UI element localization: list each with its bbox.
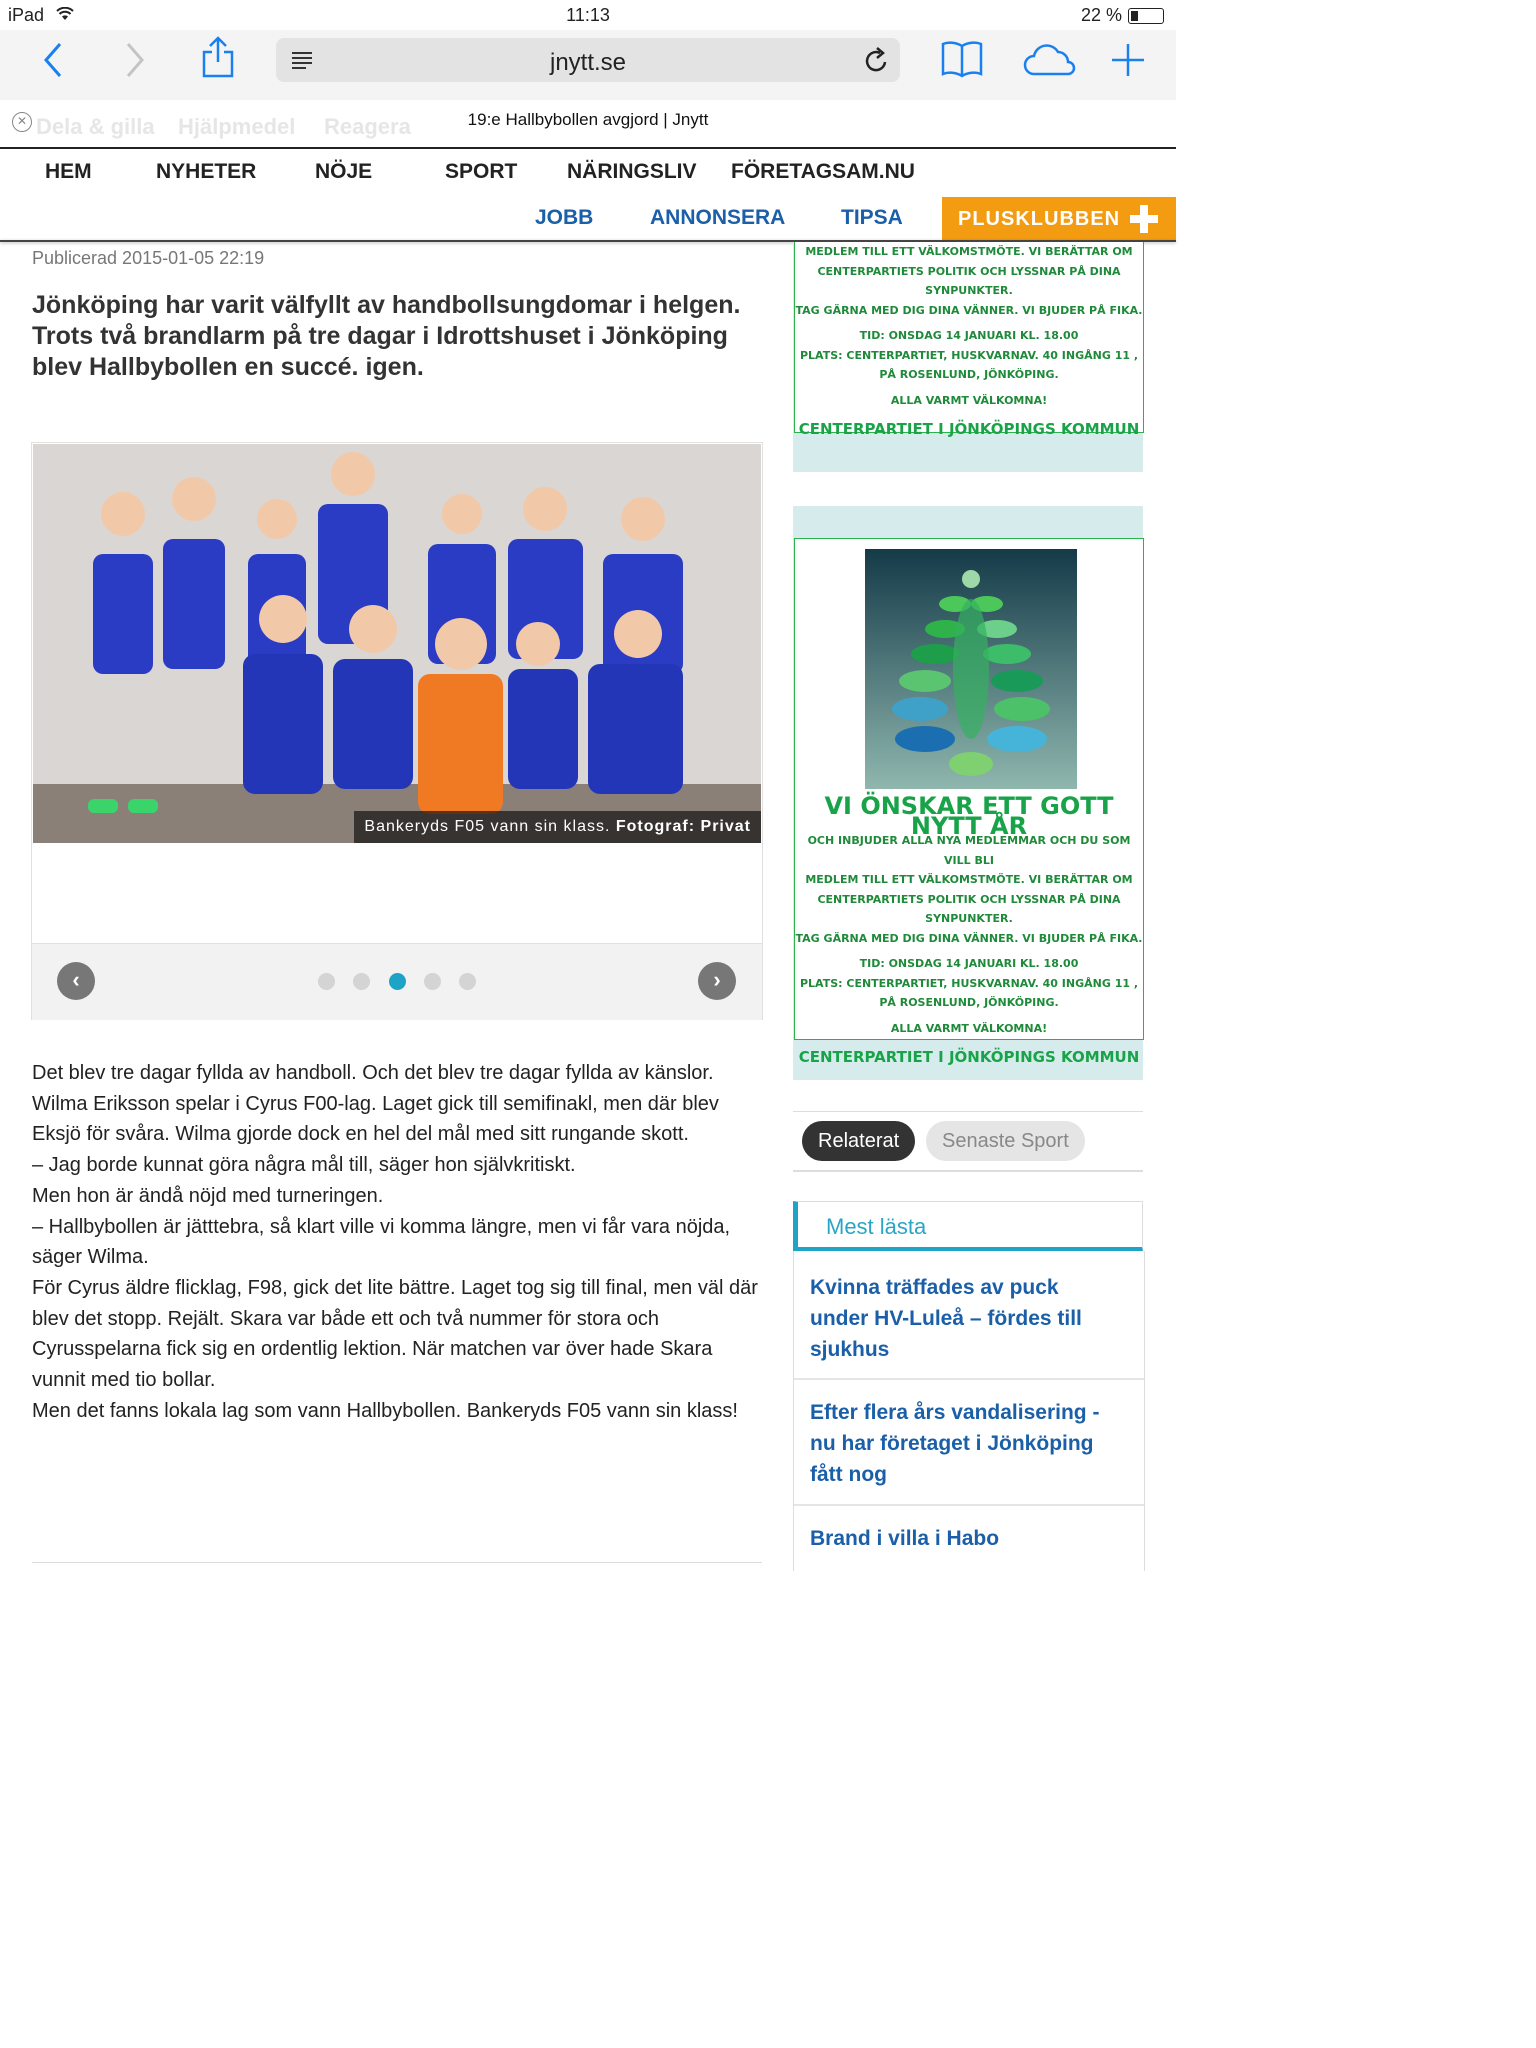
reload-icon[interactable] <box>864 46 890 81</box>
nav-noje[interactable]: NÖJE <box>315 160 373 183</box>
ad-line: CENTERPARTIETS POLITIK OCH LYSSNAR PÅ DINA SYNPUNKTER. <box>817 892 1121 925</box>
tab-senaste-sport[interactable]: Senaste Sport <box>926 1121 1085 1161</box>
share-icon[interactable] <box>200 34 236 83</box>
list-item[interactable]: Brand i villa i Habo <box>810 1527 1000 1550</box>
address-bar[interactable] <box>276 38 900 82</box>
divider <box>794 1504 1144 1506</box>
cloud-tabs-icon[interactable] <box>1022 44 1078 83</box>
slide-dot-5[interactable] <box>459 973 476 990</box>
next-slide-button[interactable]: › <box>698 962 736 1000</box>
ad-line: PLATS: CENTERPARTIET, HUSKVARNAV. 40 INGÅNG 11 , <box>799 976 1139 990</box>
ad-line: TID: ONSDAG 14 JANUARI KL. 18.00 <box>859 957 1079 970</box>
browser-toolbar <box>0 30 1176 100</box>
plusklubben-label: PLUSKLUBBEN <box>958 208 1121 230</box>
lead-line-2: Trots två brandlarm på tre dagar i Idrottshuset i Jönköping blev Hallbybollen en succé. igen. <box>32 322 728 381</box>
ad1-text <box>795 242 1143 440</box>
nav-jobb[interactable]: JOBB <box>535 206 594 229</box>
nav-hem[interactable]: HEM <box>45 160 92 183</box>
tab-title[interactable]: 19:e Hallbybollen avgjord | Jnytt <box>467 110 709 129</box>
most-read-header <box>793 1201 1143 1251</box>
paragraph: För Cyrus äldre flicklag, F98, gick det lite bättre. Laget tog sig till final, men väl där blev det stopp. Rejält. Skara var både ett och två nummer för stora och Cyrusspelarna fick sig en ordentlig lektion. När matchen var över hade Skara vunnit med tio bollar. <box>32 1276 758 1392</box>
ad-line: TID: ONSDAG 14 JANUARI KL. 18.00 <box>859 329 1079 342</box>
paragraph: – Hallbybollen är jätttebra, så klart ville vi komma längre, men vi får vara nöjda, säger Wilma. <box>32 1215 731 1269</box>
nav-tipsa[interactable]: TIPSA <box>841 206 903 229</box>
plusklubben-button[interactable] <box>942 197 1176 240</box>
bookmarks-icon[interactable] <box>940 40 984 83</box>
sidebar-tabs <box>793 1111 1143 1172</box>
status-bar <box>0 0 1176 30</box>
slide-dot-2[interactable] <box>353 973 370 990</box>
divider <box>0 147 1176 149</box>
ad-footer: CENTERPARTIET I JÖNKÖPINGS KOMMUN <box>798 1048 1140 1066</box>
plus-icon <box>1130 205 1158 233</box>
photo-caption <box>354 811 761 843</box>
list-item[interactable]: Kvinna träffades av puck under HV-Luleå – fördes till sjukhus <box>810 1276 1082 1361</box>
ad2-text <box>795 831 1143 1068</box>
list-item[interactable]: Efter flera års vandalisering - nu har företaget i Jönköping fått nog <box>810 1401 1100 1486</box>
paragraph: Wilma Eriksson spelar i Cyrus F00-lag. Laget gick till semifinakl, men där blev Eksjö för svåra. Wilma gjorde dock en hel del mål med sitt rungande skott. <box>32 1092 719 1146</box>
ad-banner-1[interactable] <box>793 242 1143 472</box>
ad-line: MEDLEM TILL ETT VÄLKOMSTMÖTE. VI BERÄTTAR OM <box>805 873 1133 886</box>
battery-percent: 22 % <box>1080 5 1122 25</box>
paragraph: Det blev tre dagar fyllda av handboll. Och det blev tre dagar fyllda av känslor. <box>32 1062 714 1084</box>
most-read-list <box>793 1251 1145 1571</box>
ad-footer: CENTERPARTIET I JÖNKÖPINGS KOMMUN <box>798 420 1140 438</box>
team-photo <box>33 444 761 843</box>
ad-line: OCH INBJUDER ALLA NYA MEDLEMMAR OCH DU SOM VILL BLI <box>807 834 1131 867</box>
paragraph: – Jag borde kunnat göra några mål till, säger hon självkritiskt. <box>32 1154 576 1177</box>
battery-status <box>1081 5 1164 26</box>
ad-line: ALLA VARMT VÄLKOMNA! <box>890 393 1048 407</box>
ghost-link-help: Hjälpmedel <box>178 114 296 139</box>
ad-line: PLATS: CENTERPARTIET, HUSKVARNAV. 40 INGÅNG 11 , <box>799 348 1139 362</box>
christmas-tree-image <box>865 549 1077 789</box>
tab-relaterat[interactable]: Relaterat <box>802 1121 915 1161</box>
ghost-link-share: Dela & gilla <box>36 114 155 139</box>
ad-content-1 <box>794 242 1144 438</box>
battery-icon <box>1128 8 1164 24</box>
lead-line-1: Jönköping har varit välfyllt av handbollsungdomar i helgen. <box>32 291 741 319</box>
device-label: iPad <box>8 5 45 25</box>
paragraph: Men det fanns lokala lag som vann Hallbybollen. Bankeryds F05 vann sin klass! <box>32 1399 738 1422</box>
nav-naringsliv[interactable]: NÄRINGSLIV <box>567 160 697 183</box>
prev-slide-button[interactable]: ‹ <box>57 962 95 1000</box>
ad-line: MEDLEM TILL ETT VÄLKOMSTMÖTE. VI BERÄTTAR OM <box>805 245 1133 258</box>
ad-content-2 <box>794 538 1144 1066</box>
article-lead <box>32 290 772 383</box>
nav-foretagsam[interactable]: FÖRETAGSAM.NU <box>731 160 915 183</box>
ad-line: PÅ ROSENLUND, JÖNKÖPING. <box>879 996 1059 1009</box>
divider <box>794 1378 1144 1380</box>
url-text: jnytt.se <box>549 49 627 76</box>
ad-line: TAG GÄRNA MED DIG DINA VÄNNER. VI BJUDER PÅ FIKA. <box>795 931 1143 945</box>
new-tab-icon[interactable] <box>1110 42 1146 83</box>
back-icon[interactable] <box>40 40 66 85</box>
ad-line: ALLA VARMT VÄLKOMNA! <box>890 1021 1048 1035</box>
forward-icon[interactable] <box>122 40 148 85</box>
ad-banner-2[interactable] <box>793 506 1143 1080</box>
nav-annonsera[interactable]: ANNONSERA <box>650 206 786 229</box>
paragraph: Men hon är ändå nöjd med turneringen. <box>32 1184 384 1207</box>
ad2-headline: VI ÖNSKAR ETT GOTT NYTT ÅR <box>824 792 1114 840</box>
nav-nyheter[interactable]: NYHETER <box>156 160 257 183</box>
slide-dot-3[interactable] <box>389 973 406 990</box>
nav-sport[interactable]: SPORT <box>445 160 518 183</box>
divider <box>32 1562 762 1563</box>
ad-line: PÅ ROSENLUND, JÖNKÖPING. <box>879 368 1059 381</box>
published-date: Publicerad 2015-01-05 22:19 <box>32 248 265 268</box>
ad-line: CENTERPARTIETS POLITIK OCH LYSSNAR PÅ DINA SYNPUNKTER. <box>817 264 1121 297</box>
clock: 11:13 <box>566 5 610 25</box>
most-read-title: Mest lästa <box>826 1214 927 1239</box>
image-slider[interactable] <box>31 442 763 1020</box>
caption-text: Bankeryds F05 vann sin klass. <box>364 818 611 835</box>
ghost-link-react: Reagera <box>324 114 411 139</box>
caption-credit: Fotograf: Privat <box>615 818 751 835</box>
slide-dot-4[interactable] <box>424 973 441 990</box>
slide-dot-1[interactable] <box>318 973 335 990</box>
ad-line: TAG GÄRNA MED DIG DINA VÄNNER. VI BJUDER PÅ FIKA. <box>795 303 1143 317</box>
close-tab-icon[interactable]: ✕ <box>12 112 32 132</box>
slider-controls <box>32 943 762 1020</box>
article-body <box>32 1058 762 1426</box>
